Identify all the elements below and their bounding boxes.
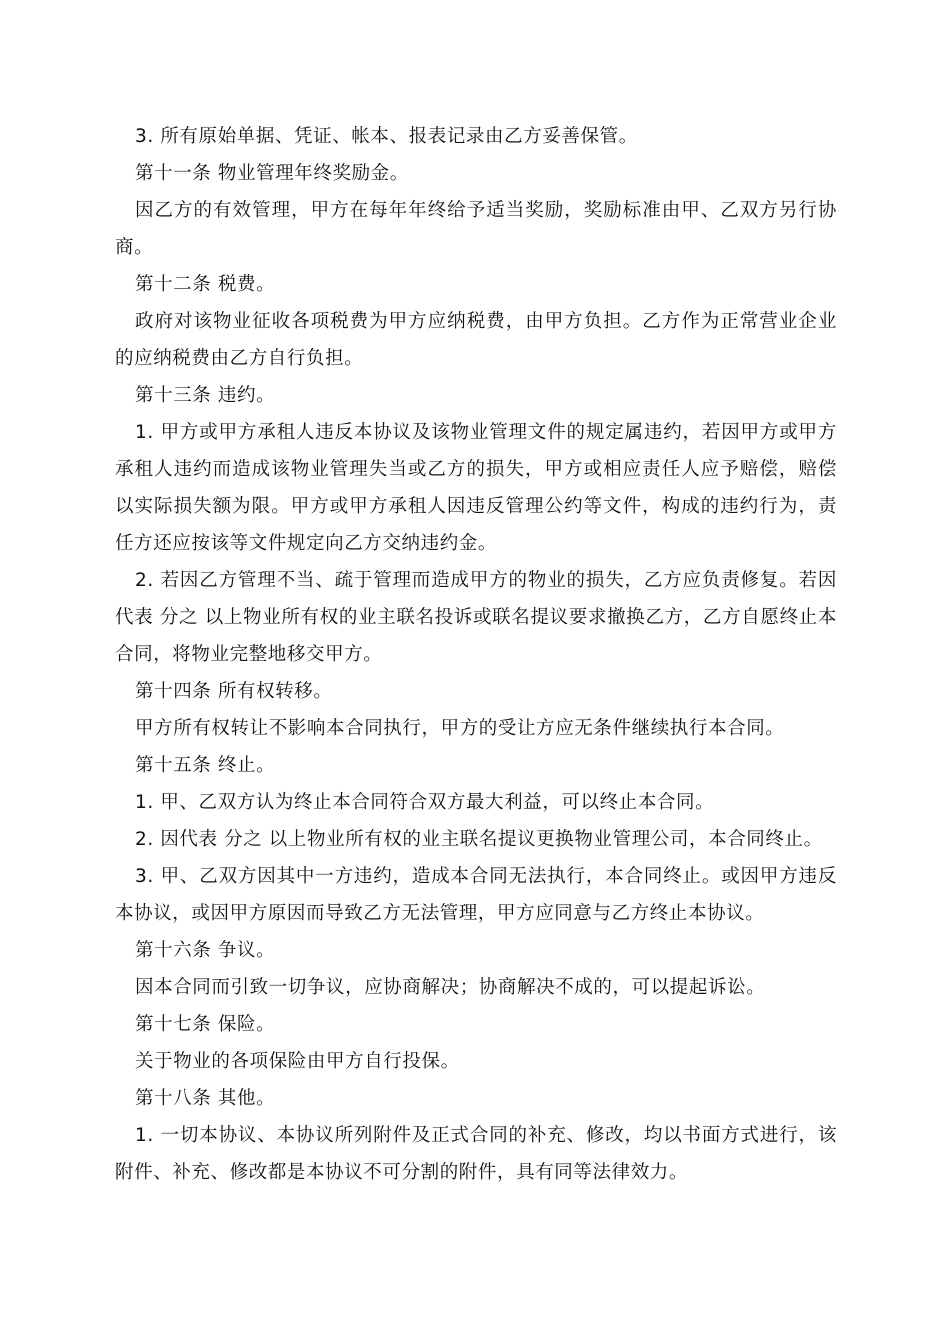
paragraph-article-13-item-2: 2. 若因乙方管理不当、疏于管理而造成甲方的物业的损失，乙方应负责修复。若因代表 分之 以上物业所有权的业主联名投诉或联名提议要求撤换乙方，乙方自愿终止本合同，将物业完整地移交甲方。 [115,570,837,665]
heading-article-14: 第十四条 所有权转移。 [135,681,333,702]
document-body [115,118,837,1191]
paragraph-article-18-item-1: 1. 一切本协议、本协议所列附件及正式合同的补充、修改，均以书面方式进行，该附件、补充、修改都是本协议不可分割的附件，具有同等法律效力。 [115,1125,837,1183]
paragraph-article-11: 因乙方的有效管理，甲方在每年年终给予适当奖励，奖励标准由甲、乙双方另行协商。 [115,200,837,258]
heading-article-11: 第十一条 物业管理年终奖励金。 [135,163,409,184]
paragraph-article-15-item-2: 2. 因代表 分之 以上物业所有权的业主联名提议更换物业管理公司，本合同终止。 [135,829,823,850]
paragraph-article-13-item-1: 1. 甲方或甲方承租人违反本协议及该物业管理文件的规定属违约，若因甲方或甲方承租人违约而造成该物业管理失当或乙方的损失，甲方或相应责任人应予赔偿，赔偿以实际损失额为限。甲方或甲方承租人因违反管理公约等文件，构成的违约行为，责任方还应按该等文件规定向乙方交纳违约金。 [115,422,837,554]
paragraph-article-17: 关于物业的各项保险由甲方自行投保。 [135,1051,460,1072]
heading-article-18: 第十八条 其他。 [135,1088,276,1109]
heading-article-13: 第十三条 违约。 [135,385,276,406]
paragraph-clause-10-item-3: 3. 所有原始单据、凭证、帐本、报表记录由乙方妥善保管。 [135,126,638,147]
paragraph-article-15-item-1: 1. 甲、乙双方认为终止本合同符合双方最大利益，可以终止本合同。 [135,792,715,813]
heading-article-12: 第十二条 税费。 [135,274,276,295]
paragraph-article-15-item-3: 3. 甲、乙双方因其中一方违约，造成本合同无法执行，本合同终止。或因甲方违反本协议，或因甲方原因而导致乙方无法管理，甲方应同意与乙方终止本协议。 [115,866,837,924]
heading-article-17: 第十七条 保险。 [135,1014,276,1035]
paragraph-article-14: 甲方所有权转让不影响本合同执行，甲方的受让方应无条件继续执行本合同。 [135,718,785,739]
heading-article-15: 第十五条 终止。 [135,755,276,776]
paragraph-article-12: 政府对该物业征收各项税费为甲方应纳税费，由甲方负担。乙方作为正常营业企业的应纳税费由乙方自行负担。 [115,311,837,369]
paragraph-article-16: 因本合同而引致一切争议，应协商解决；协商解决不成的，可以提起诉讼。 [135,977,766,998]
heading-article-16: 第十六条 争议。 [135,940,276,961]
